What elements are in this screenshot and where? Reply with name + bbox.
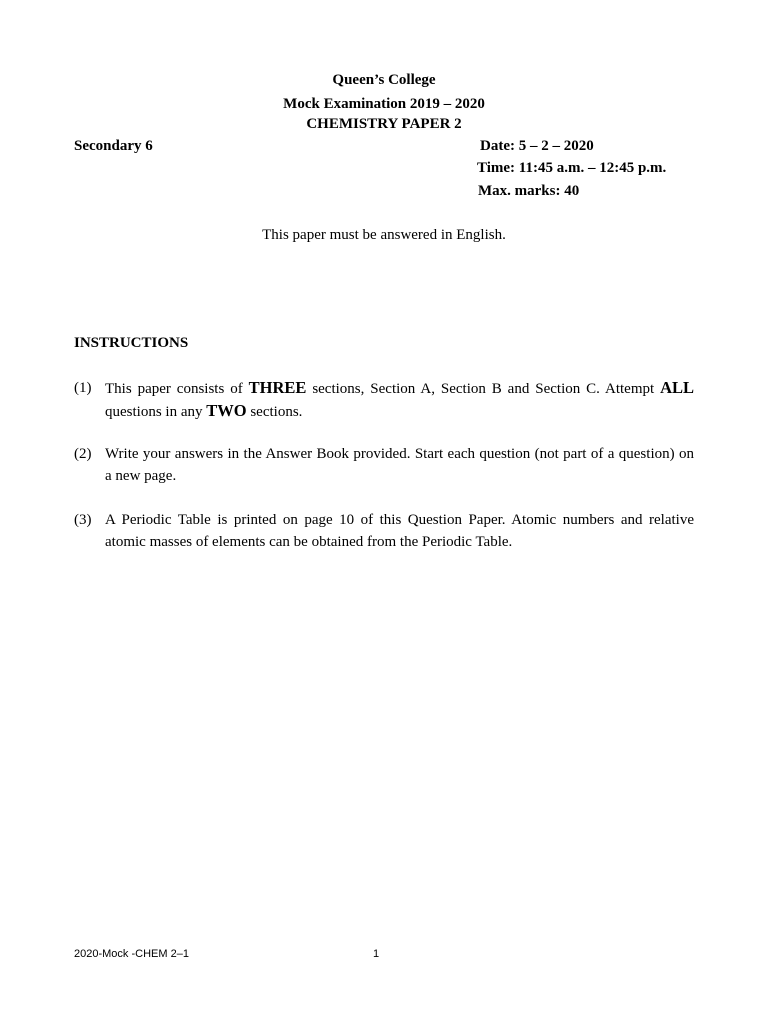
instruction-item-3 [74,509,694,553]
emphasis-all: ALL [660,378,694,397]
instruction-number: (3) [74,512,92,528]
instruction-item-2 [74,443,694,487]
school-name: Queen’s College [332,72,436,88]
language-note: This paper must be answered in English. [262,227,506,243]
paper-title: CHEMISTRY PAPER 2 [306,116,462,132]
instruction-number: (2) [74,446,92,462]
max-marks: Max. marks: 40 [478,183,580,199]
instruction-item-1 [74,377,694,423]
exam-title: Mock Examination 2019 – 2020 [283,96,485,112]
instruction-number: (1) [74,380,92,396]
instruction-text: Write your answers in the Answer Book provided. Start each question (not part of a question) on a new page. [105,446,694,484]
emphasis-three: THREE [248,378,307,397]
instruction-text: A Periodic Table is printed on page 10 of this Question Paper. Atomic numbers and relative atomic masses of elements can be obtained from the Periodic Table. [105,512,694,550]
exam-time: Time: 11:45 a.m. – 12:45 p.m. [477,160,667,176]
emphasis-two: TWO [206,401,247,420]
instructions-heading: INSTRUCTIONS [74,335,189,351]
footer-paper-code: 2020-Mock -CHEM 2–1 [74,948,189,960]
instruction-text: This paper consists of THREE sections, Section A, Section B and Section C. Attempt ALL questions in any TWO sections. [105,378,694,420]
exam-date: Date: 5 – 2 – 2020 [480,138,594,154]
footer-page-number: 1 [373,948,380,960]
form-label: Secondary 6 [74,138,153,154]
